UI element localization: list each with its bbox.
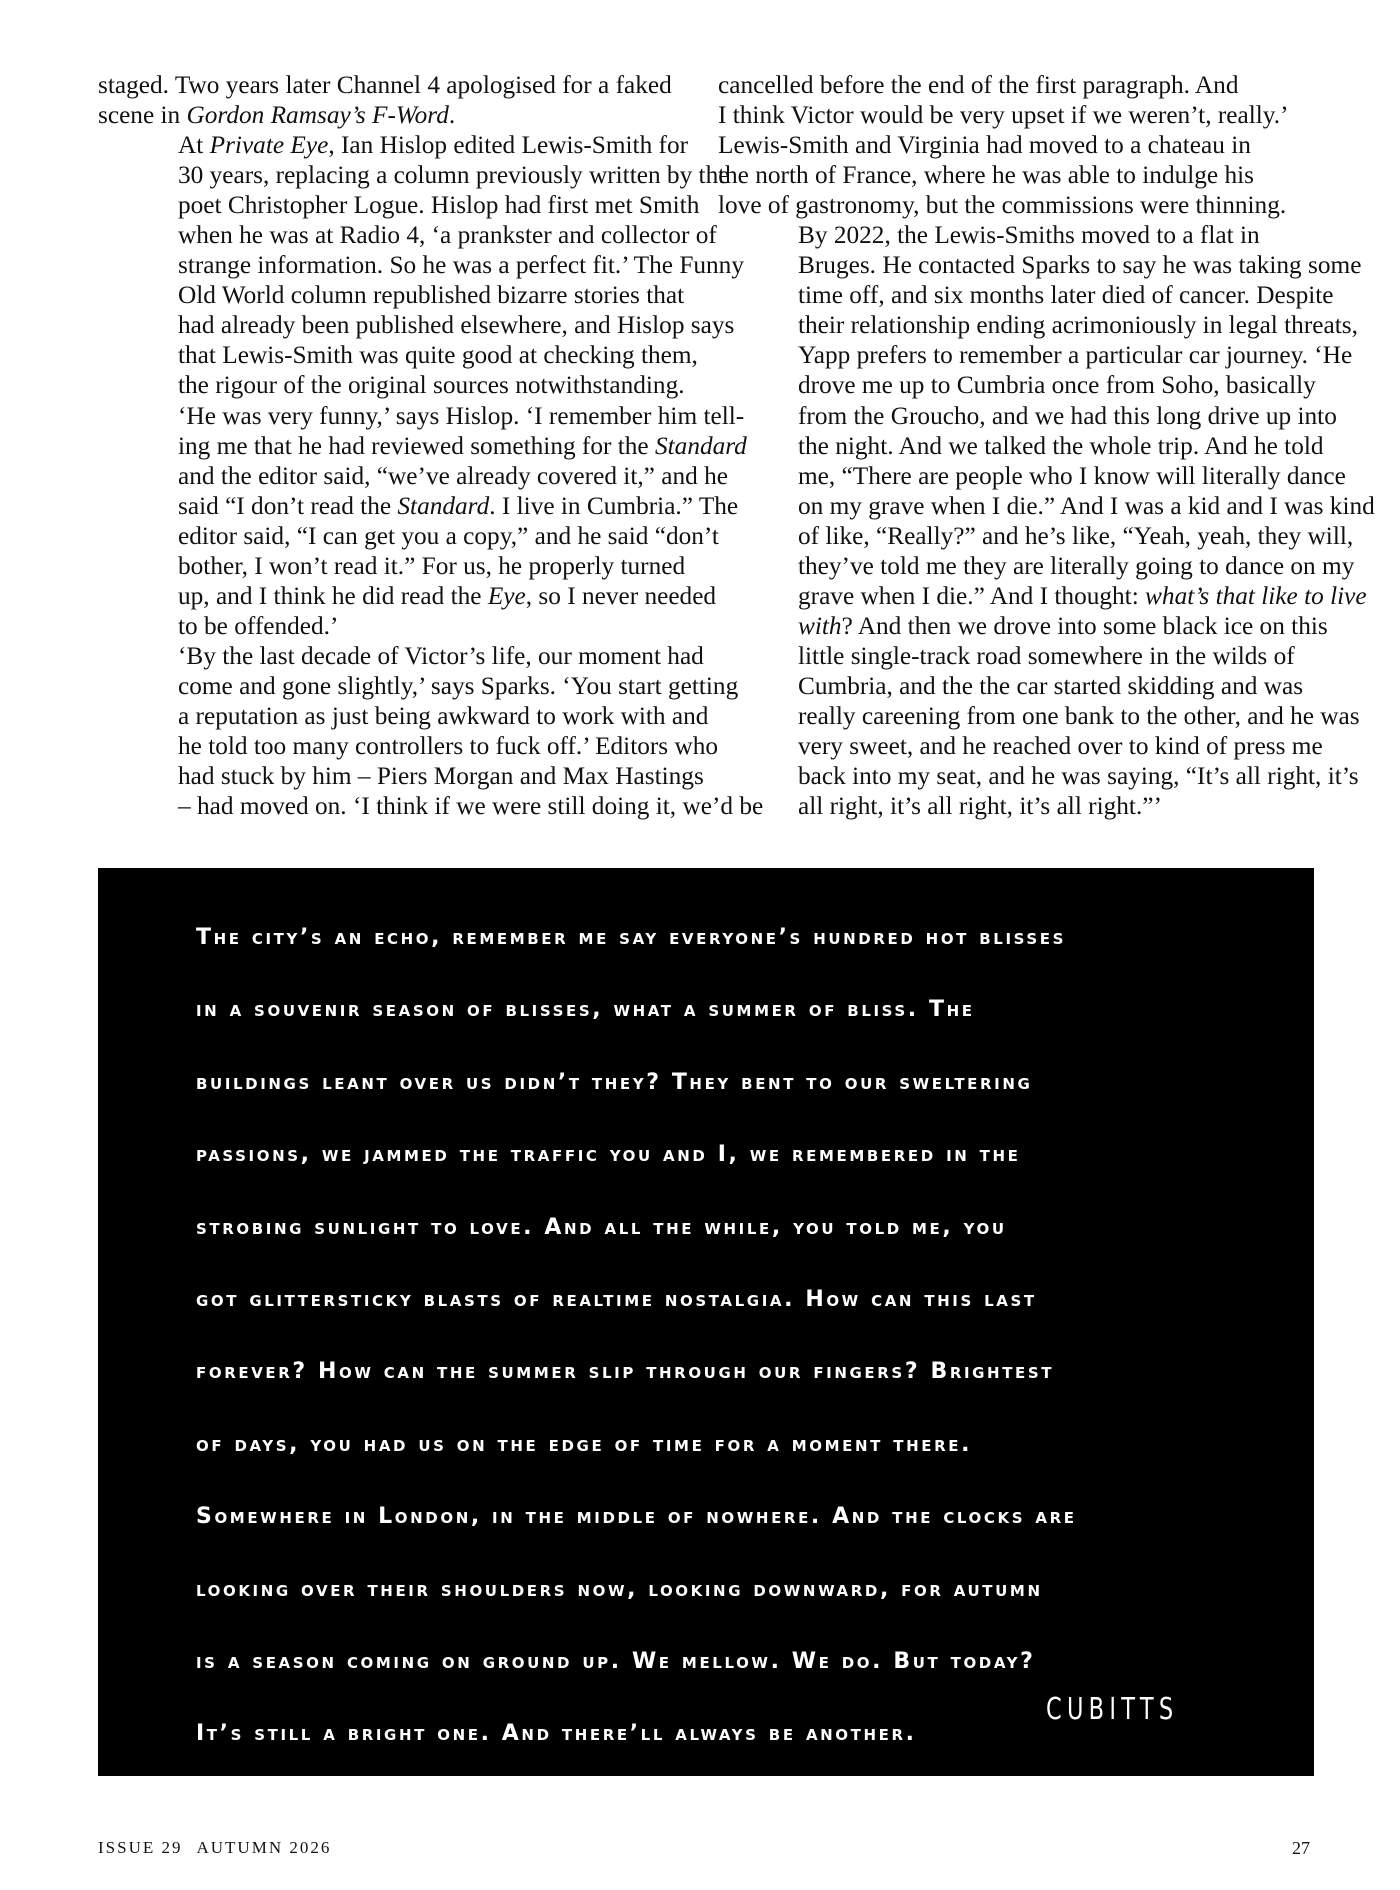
poem-line: got glittersticky blasts of realtime nostalgia. How can this last — [196, 1286, 1037, 1312]
text-line: cancelled before the end of the first paragraph. And — [718, 71, 1239, 99]
text-line: really careening from one bank to the other, and he was — [798, 701, 1360, 730]
text-line: drove me up to Cumbria once from Soho, basically — [798, 371, 1316, 400]
text-line: Old World column republished bizarre stories that — [178, 281, 685, 310]
poem-line: looking over their shoulders now, looking downward, for autumn — [196, 1576, 1043, 1602]
text-line: I think Victor would be very upset if we weren’t, really.’ — [718, 101, 1289, 130]
text-line: a reputation as just being awkward to work with and — [178, 701, 709, 730]
italic-title: Standard — [397, 491, 490, 520]
text-line: me, “There are people who I know will literally dance — [798, 461, 1346, 490]
poem-line: The city’s an echo, remember me say everyone’s hundred hot blisses — [196, 925, 1067, 950]
text-line: with? And then we drove into some black ice on this — [798, 611, 1328, 640]
poem-line: Somewhere in London, in the middle of nowhere. And the clocks are — [196, 1504, 1077, 1530]
right-column — [718, 70, 1375, 821]
poem-line: of days, you had us on the edge of time for a moment there. — [196, 1431, 973, 1457]
text-line: very sweet, and he reached over to kind of press me — [798, 732, 1323, 761]
text-line: – had moved on. ‘I think if we were still doing it, we’d be — [178, 792, 764, 821]
article-paragraph — [718, 220, 1375, 821]
text-line: from the Groucho, and we had this long drive up into — [798, 401, 1337, 430]
text-line: of like, “Really?” and he’s like, “Yeah, yeah, they will, — [798, 521, 1354, 550]
text-line: Yapp prefers to remember a particular car journey. ‘He — [798, 341, 1353, 370]
footer-issue — [98, 1838, 331, 1858]
text-line: ‘By the last decade of Victor’s life, our moment had — [178, 641, 704, 670]
text-line: time off, and six months later died of cancer. Despite — [798, 281, 1334, 310]
text-line: bother, I won’t read it.” For us, he properly turned — [178, 551, 686, 580]
left-column — [98, 70, 764, 821]
text-line: he told too many controllers to fuck off.’ Editors who — [178, 732, 719, 761]
text-line: 30 years, replacing a column previously written by the — [178, 161, 730, 190]
text-line: that Lewis-Smith was quite good at checking them, — [178, 341, 698, 370]
italic-title: Private Eye — [209, 131, 329, 160]
poem-line: is a season coming on ground up. We mellow. We do. But today? — [196, 1648, 1036, 1674]
text-line: editor said, “I can get you a copy,” and he said “don’t — [178, 521, 719, 550]
text-line: they’ve told me they are literally going to dance on my — [798, 551, 1355, 580]
text-line: the rigour of the original sources notwithstanding. — [178, 371, 685, 400]
italic-title: what’s that like to live — [1145, 581, 1367, 610]
text-line: ‘He was very funny,’ says Hislop. ‘I remember him tell- — [178, 401, 745, 430]
cubitts-logo: CUBITTS — [1046, 1692, 1179, 1727]
text-line: up, and I think he did read the Eye, so I never needed — [178, 581, 717, 610]
text-line: back into my seat, and he was saying, “It’s all right, it’s — [798, 762, 1359, 791]
text-line: ing me that he had reviewed something for the Standard — [178, 431, 747, 460]
poem-line: forever? How can the summer slip through our fingers? Brightest — [196, 1359, 1055, 1385]
text-line: had stuck by him – Piers Morgan and Max Hastings — [178, 762, 704, 791]
text-line: said “I don’t read the Standard. I live in Cumbria.” The — [178, 491, 739, 520]
italic-title: Eye — [487, 581, 526, 610]
text-line: to be offended.’ — [178, 611, 339, 640]
text-line: grave when I die.” And I thought: what’s that like to live — [798, 581, 1367, 610]
text-line: By 2022, the Lewis-Smiths moved to a flat in — [798, 221, 1260, 250]
article-paragraph — [98, 130, 747, 641]
poem-line: passions, we jammed the traffic you and I, we remembered in the — [196, 1142, 1021, 1168]
poem-line: buildings leant over us didn’t they? They bent to our sweltering — [196, 1069, 1033, 1095]
text-line: Lewis-Smith and Virginia had moved to a chateau in — [718, 131, 1251, 160]
text-line: At Private Eye, Ian Hislop edited Lewis-Smith for — [178, 131, 689, 160]
text-line: poet Christopher Logue. Hislop had first met Smith — [178, 191, 700, 220]
text-line: love of gastronomy, but the commissions were thinning. — [718, 191, 1287, 220]
text-line: Bruges. He contacted Sparks to say he was taking some — [798, 251, 1362, 280]
text-line: come and gone slightly,’ says Sparks. ‘You start getting — [178, 671, 739, 700]
text-line: staged. Two years later Channel 4 apologised for a faked — [98, 71, 672, 99]
text-line: Cumbria, and the the car started skidding and was — [798, 671, 1304, 700]
text-line: the night. And we talked the whole trip. And he told — [798, 431, 1324, 460]
page-number: 27 — [1292, 1838, 1310, 1858]
italic-title: with — [798, 611, 842, 640]
text-line: the north of France, where he was able to indulge his — [718, 161, 1254, 190]
issue-season: AUTUMN 2026 — [196, 1838, 332, 1857]
text-line: and the editor said, “we’ve already covered it,” and he — [178, 461, 728, 490]
article-paragraph — [98, 70, 698, 130]
text-line: scene in Gordon Ramsay’s F-Word. — [98, 101, 456, 130]
issue-number: ISSUE 29 — [98, 1838, 183, 1857]
poem-line: in a souvenir season of blisses, what a summer of bliss. The — [196, 997, 975, 1023]
italic-title: Gordon Ramsay’s F-Word — [186, 101, 449, 130]
article-columns — [98, 70, 1375, 830]
poem-line: strobing sunlight to love. And all the while, you told me, you — [196, 1214, 1007, 1240]
cubitts-advert — [98, 868, 1314, 1776]
poem-line: It’s still a bright one. And there’ll always be another. — [196, 1721, 917, 1747]
text-line: little single-track road somewhere in the wilds of — [798, 641, 1295, 670]
text-line: their relationship ending acrimoniously in legal threats, — [798, 311, 1358, 340]
text-line: strange information. So he was a perfect fit.’ The Funny — [178, 251, 744, 280]
text-line: on my grave when I die.” And I was a kid and I was kind — [798, 491, 1375, 520]
text-line: when he was at Radio 4, ‘a prankster and collector of — [178, 221, 717, 250]
article-paragraph — [98, 641, 764, 821]
text-line: all right, it’s all right, it’s all right.”’ — [798, 792, 1162, 821]
article-paragraph — [718, 70, 1318, 220]
text-line: had already been published elsewhere, and Hislop says — [178, 311, 735, 340]
italic-title: Standard — [655, 431, 747, 460]
advert-poem — [196, 902, 1246, 1771]
